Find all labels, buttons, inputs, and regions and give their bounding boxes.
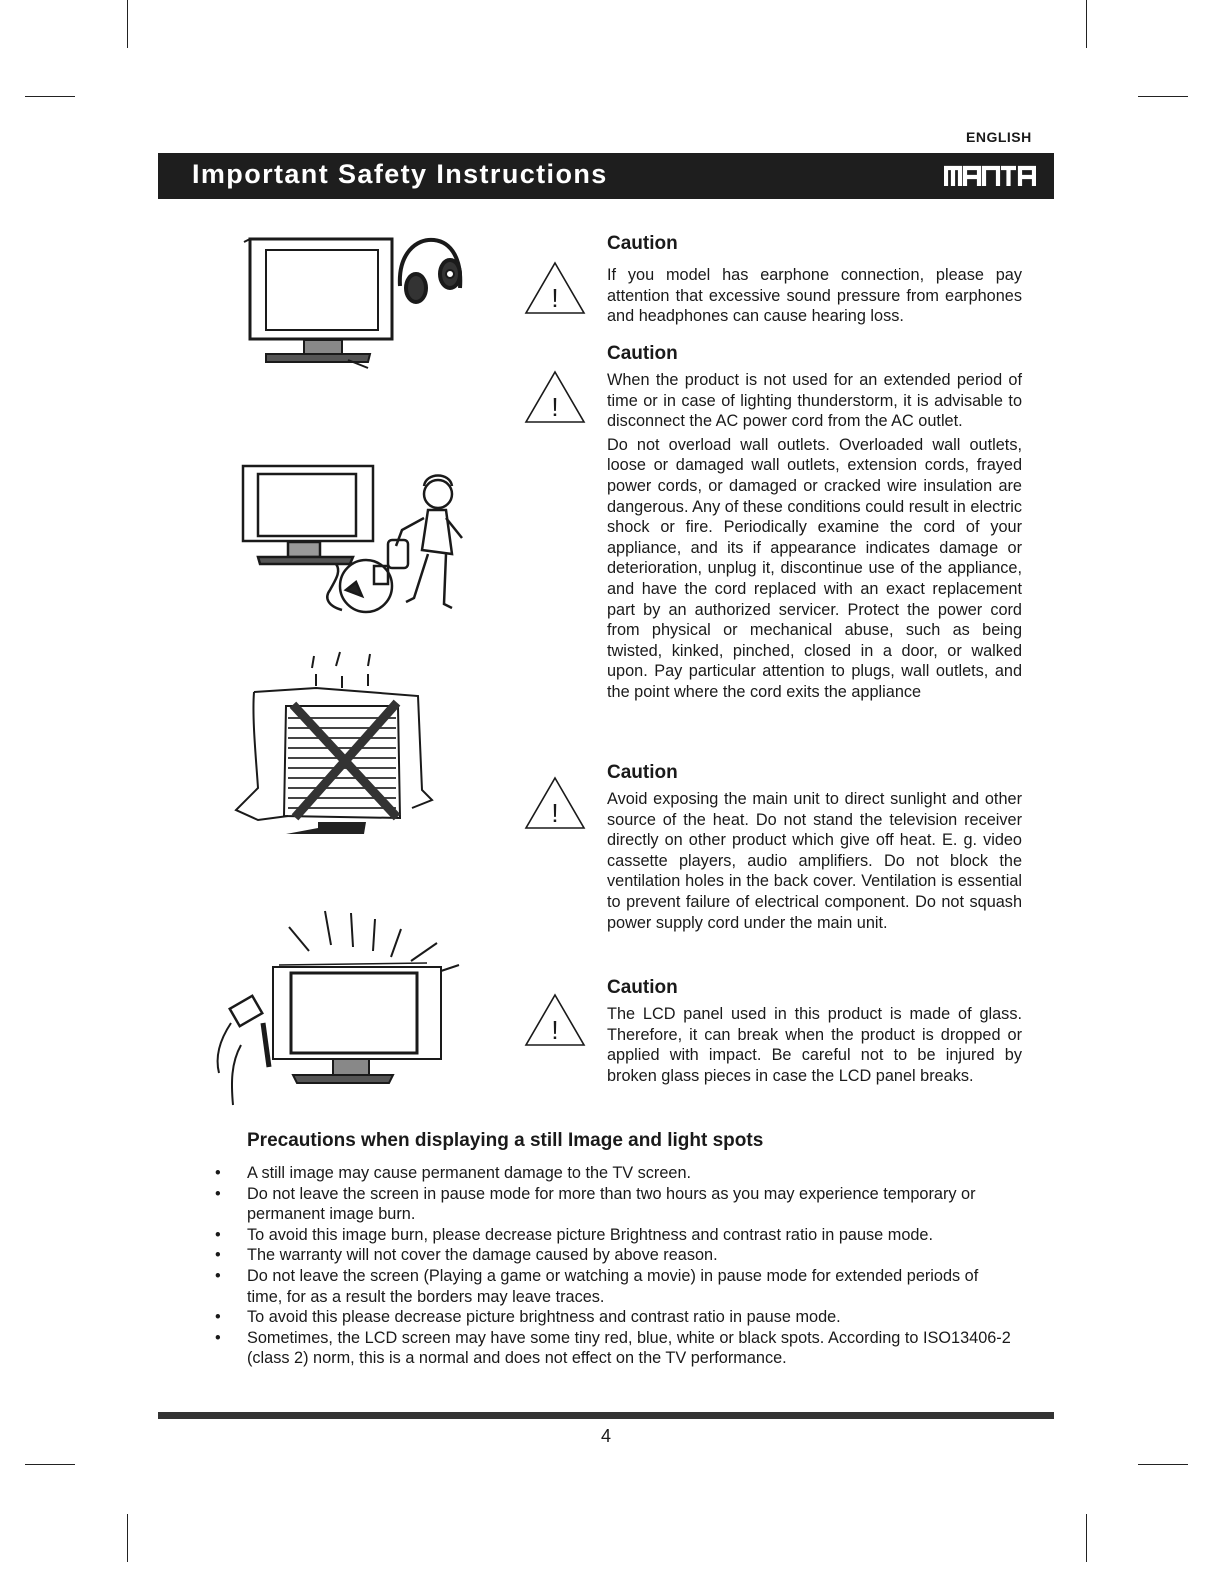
header-bar (158, 153, 1054, 199)
brand-logo (944, 165, 1036, 187)
svg-text:!: ! (551, 283, 559, 313)
warning-triangle-icon (524, 260, 586, 316)
crop-mark (1138, 1464, 1188, 1465)
crop-mark (1138, 96, 1188, 97)
section-paragraph: The LCD panel used in this product is made of glass. Therefore, it can break when the product is dropped or applied with impact. Be careful not to be injured by broken glass pieces in case the LCD panel breaks. (607, 1005, 1022, 1085)
section-title: Caution (607, 343, 678, 364)
tv-covered-warning-illustration (228, 648, 443, 848)
crop-mark (1086, 1514, 1087, 1562)
precautions-list (215, 1163, 1015, 1369)
section-title: Caution (607, 233, 678, 254)
list-item: • Do not leave the screen (Playing a game or watching a movie) in pause mode for extended periods of time, for as a result the borders may leave traces. (215, 1266, 979, 1306)
crop-mark (25, 96, 75, 97)
list-item: • The warranty will not cover the damage caused by above reason. (215, 1246, 718, 1265)
list-item: • To avoid this image burn, please decrease picture Brightness and contrast ratio in pause mode. (215, 1225, 934, 1244)
caution-section-power (607, 343, 1022, 703)
tv-hammer-illustration (205, 905, 467, 1110)
section-title: Caution (607, 977, 678, 998)
crop-mark (127, 0, 128, 48)
svg-text:!: ! (551, 1015, 559, 1045)
list-item: • Do not leave the screen in pause mode for more than two hours as you may experience temporary or permanent image burn. (215, 1184, 976, 1224)
warning-triangle-icon (524, 992, 586, 1048)
svg-text:!: ! (551, 392, 559, 422)
tv-headphones-illustration (238, 232, 470, 374)
warning-triangle-icon (524, 775, 586, 831)
caution-section-heat (607, 762, 1022, 933)
section-title: Caution (607, 762, 678, 783)
precautions-title: Precautions when displaying a still Image and light spots (247, 1130, 764, 1151)
crop-mark (1086, 0, 1087, 48)
section-paragraph: Do not overload wall outlets. Overloaded wall outlets, loose or damaged wall outlets, extension cords, frayed power cords, or damaged or cracked wire insulation are dangerous. Any of these conditions could result in electric shock or fire. Periodically examine the cord of your appliance, and its if appearance indicates damage or deterioration, unplug it, discontinue use of the appliance, and have the cord replaced with an exact replacement part by an authorized servicer. Protect the power cord from physical or mechanical abuse, such as being twisted, kinked, pinched, closed in a door, or walked upon. Pay particular attention to plugs, wall outlets, and the point where the cord exits the appliance (607, 435, 1022, 701)
page-number: 4 (600, 1426, 611, 1446)
list-item: • A still image may cause permanent damage to the TV screen. (215, 1164, 692, 1182)
language-label: ENGLISH (966, 129, 1032, 145)
warning-triangle-icon (524, 369, 586, 425)
tv-unplug-illustration (238, 458, 483, 638)
section-paragraph: When the product is not used for an extended period of time or in case of lighting thunderstorm, it is advisable to disconnect the AC power cord from the AC outlet. (607, 371, 1022, 431)
section-paragraph: Avoid exposing the main unit to direct sunlight and other source of the heat. Do not stand the television receiver directly on other product which give off heat. E. g. video cassette players, audio amplifiers. Do not block the ventilation holes in the back cover. Ventilation is essential to prevent failure of electrical component. Do not squash power supply cord under the main unit. (607, 790, 1022, 932)
crop-mark (25, 1464, 75, 1465)
section-paragraph: If you model has earphone connection, please pay attention that excessive sound pressure from earphones and headphones can cause hearing loss. (607, 266, 1022, 326)
svg-text:!: ! (551, 798, 559, 828)
list-item: • To avoid this please decrease picture brightness and contrast ratio in pause mode. (215, 1308, 841, 1327)
list-item: • Sometimes, the LCD screen may have some tiny red, blue, white or black spots. According to ISO13406-2 (class 2) norm, this is a normal and does not effect on the TV performance. (215, 1328, 1011, 1368)
page-title: Important Safety Instructions (192, 159, 608, 189)
crop-mark (127, 1514, 128, 1562)
caution-section-glass (607, 977, 1022, 1086)
caution-section-earphones (607, 233, 1022, 327)
footer-rule (158, 1412, 1054, 1419)
